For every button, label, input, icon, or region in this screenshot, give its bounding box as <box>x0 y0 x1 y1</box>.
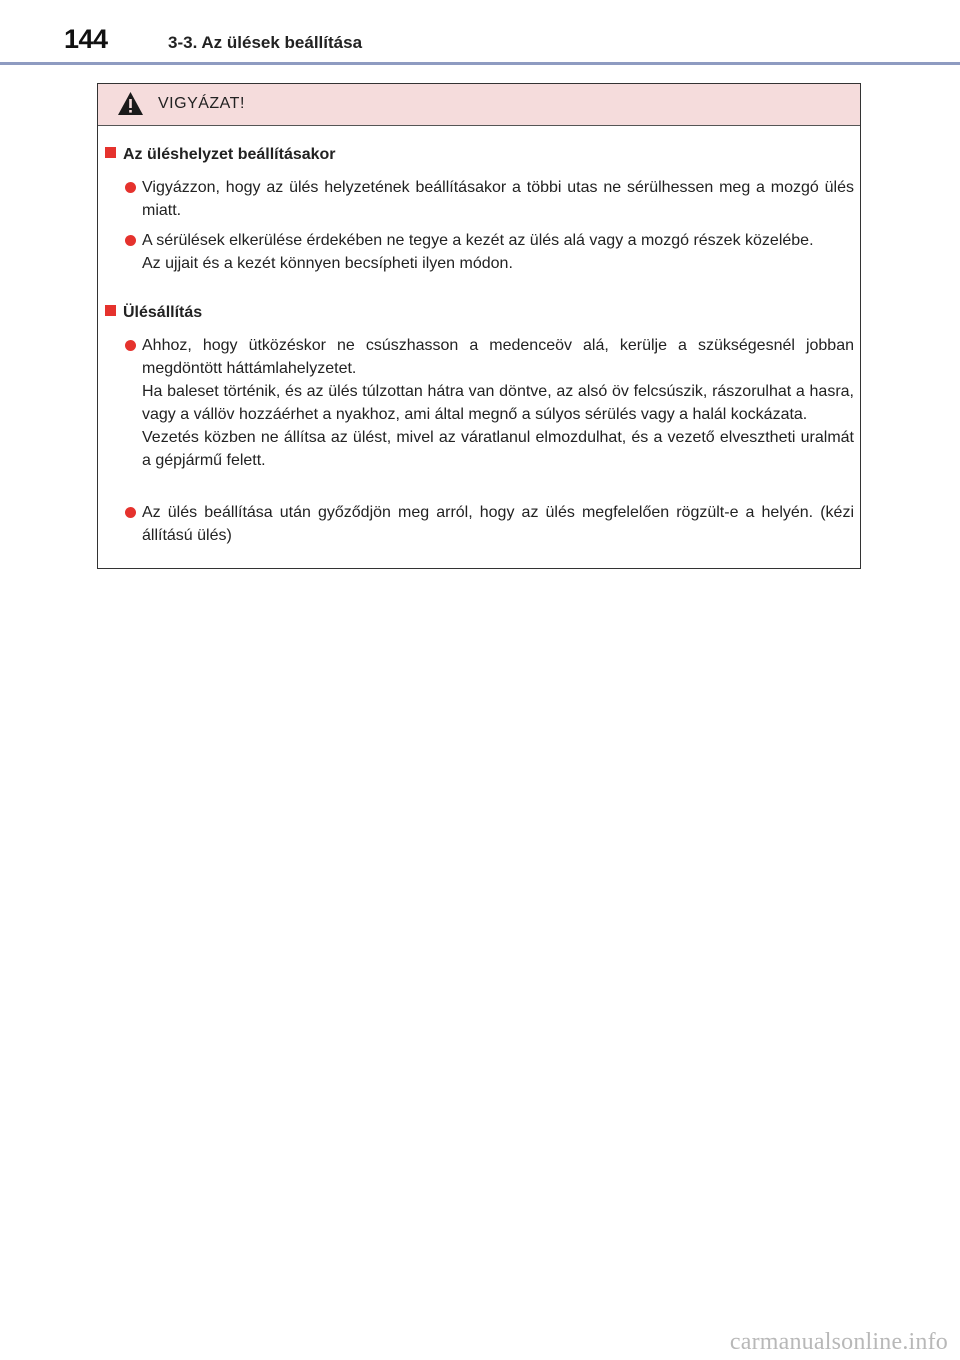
section-title: 3-3. Az ülések beállítása <box>168 33 363 52</box>
section-heading-label: Az üléshelyzet beállításakor <box>123 146 336 163</box>
list-item <box>125 176 854 222</box>
warning-header <box>98 84 860 126</box>
warning-box <box>97 83 861 569</box>
circle-bullet-icon <box>125 182 136 193</box>
section-heading-seat-adjustment <box>105 304 202 322</box>
square-bullet-icon <box>105 147 116 158</box>
list-item-text <box>142 334 854 472</box>
header-rule <box>0 62 960 65</box>
square-bullet-icon <box>105 305 116 316</box>
circle-bullet-icon <box>125 507 136 518</box>
list-item-text <box>142 176 854 222</box>
circle-bullet-icon <box>125 235 136 246</box>
section-heading-label: Ülésállítás <box>123 304 203 321</box>
list-item-text <box>142 501 854 547</box>
paragraph: Ahhoz, hogy ütközéskor ne csúszhasson a medenceöv alá, kerülje a szükségesnél jobban megdöntött háttámlahelyzetet. <box>142 337 854 377</box>
circle-bullet-icon <box>125 340 136 351</box>
list-item <box>125 229 854 275</box>
section-heading-seat-position <box>105 146 336 164</box>
page-header <box>0 0 960 64</box>
page-number: 144 <box>64 24 108 54</box>
warning-triangle-icon <box>117 91 144 116</box>
paragraph: Az ujjait és a kezét könnyen becsípheti ilyen módon. <box>142 255 513 272</box>
watermark: carmanualsonline.info <box>729 1329 948 1355</box>
paragraph: Az ülés beállítása után győződjön meg arról, hogy az ülés megfelelően rögzült-e a helyén. (kézi állítású ülés) <box>142 504 854 544</box>
list-item <box>125 334 854 472</box>
paragraph: Vigyázzon, hogy az ülés helyzetének beállításakor a többi utas ne sérülhessen meg a mozgó ülés miatt. <box>142 179 854 219</box>
paragraph: A sérülések elkerülése érdekében ne tegye a kezét az ülés alá vagy a mozgó részek közelébe. <box>142 232 814 249</box>
warning-title: VIGYÁZAT! <box>158 95 245 112</box>
list-item <box>125 501 854 547</box>
list-item-text <box>142 229 854 275</box>
paragraph: Ha baleset történik, és az ülés túlzottan hátra van döntve, az alsó öv felcsúszik, rászorulhat a hasra, vagy a vállöv hozzáérhet a nyakhoz, ami által megnő a súlyos sérülés vagy a halál kockázata. <box>142 383 854 423</box>
paragraph: Vezetés közben ne állítsa az ülést, mivel az váratlanul elmozdulhat, és a vezető elvesztheti uralmát a gépjármű felett. <box>142 429 854 469</box>
